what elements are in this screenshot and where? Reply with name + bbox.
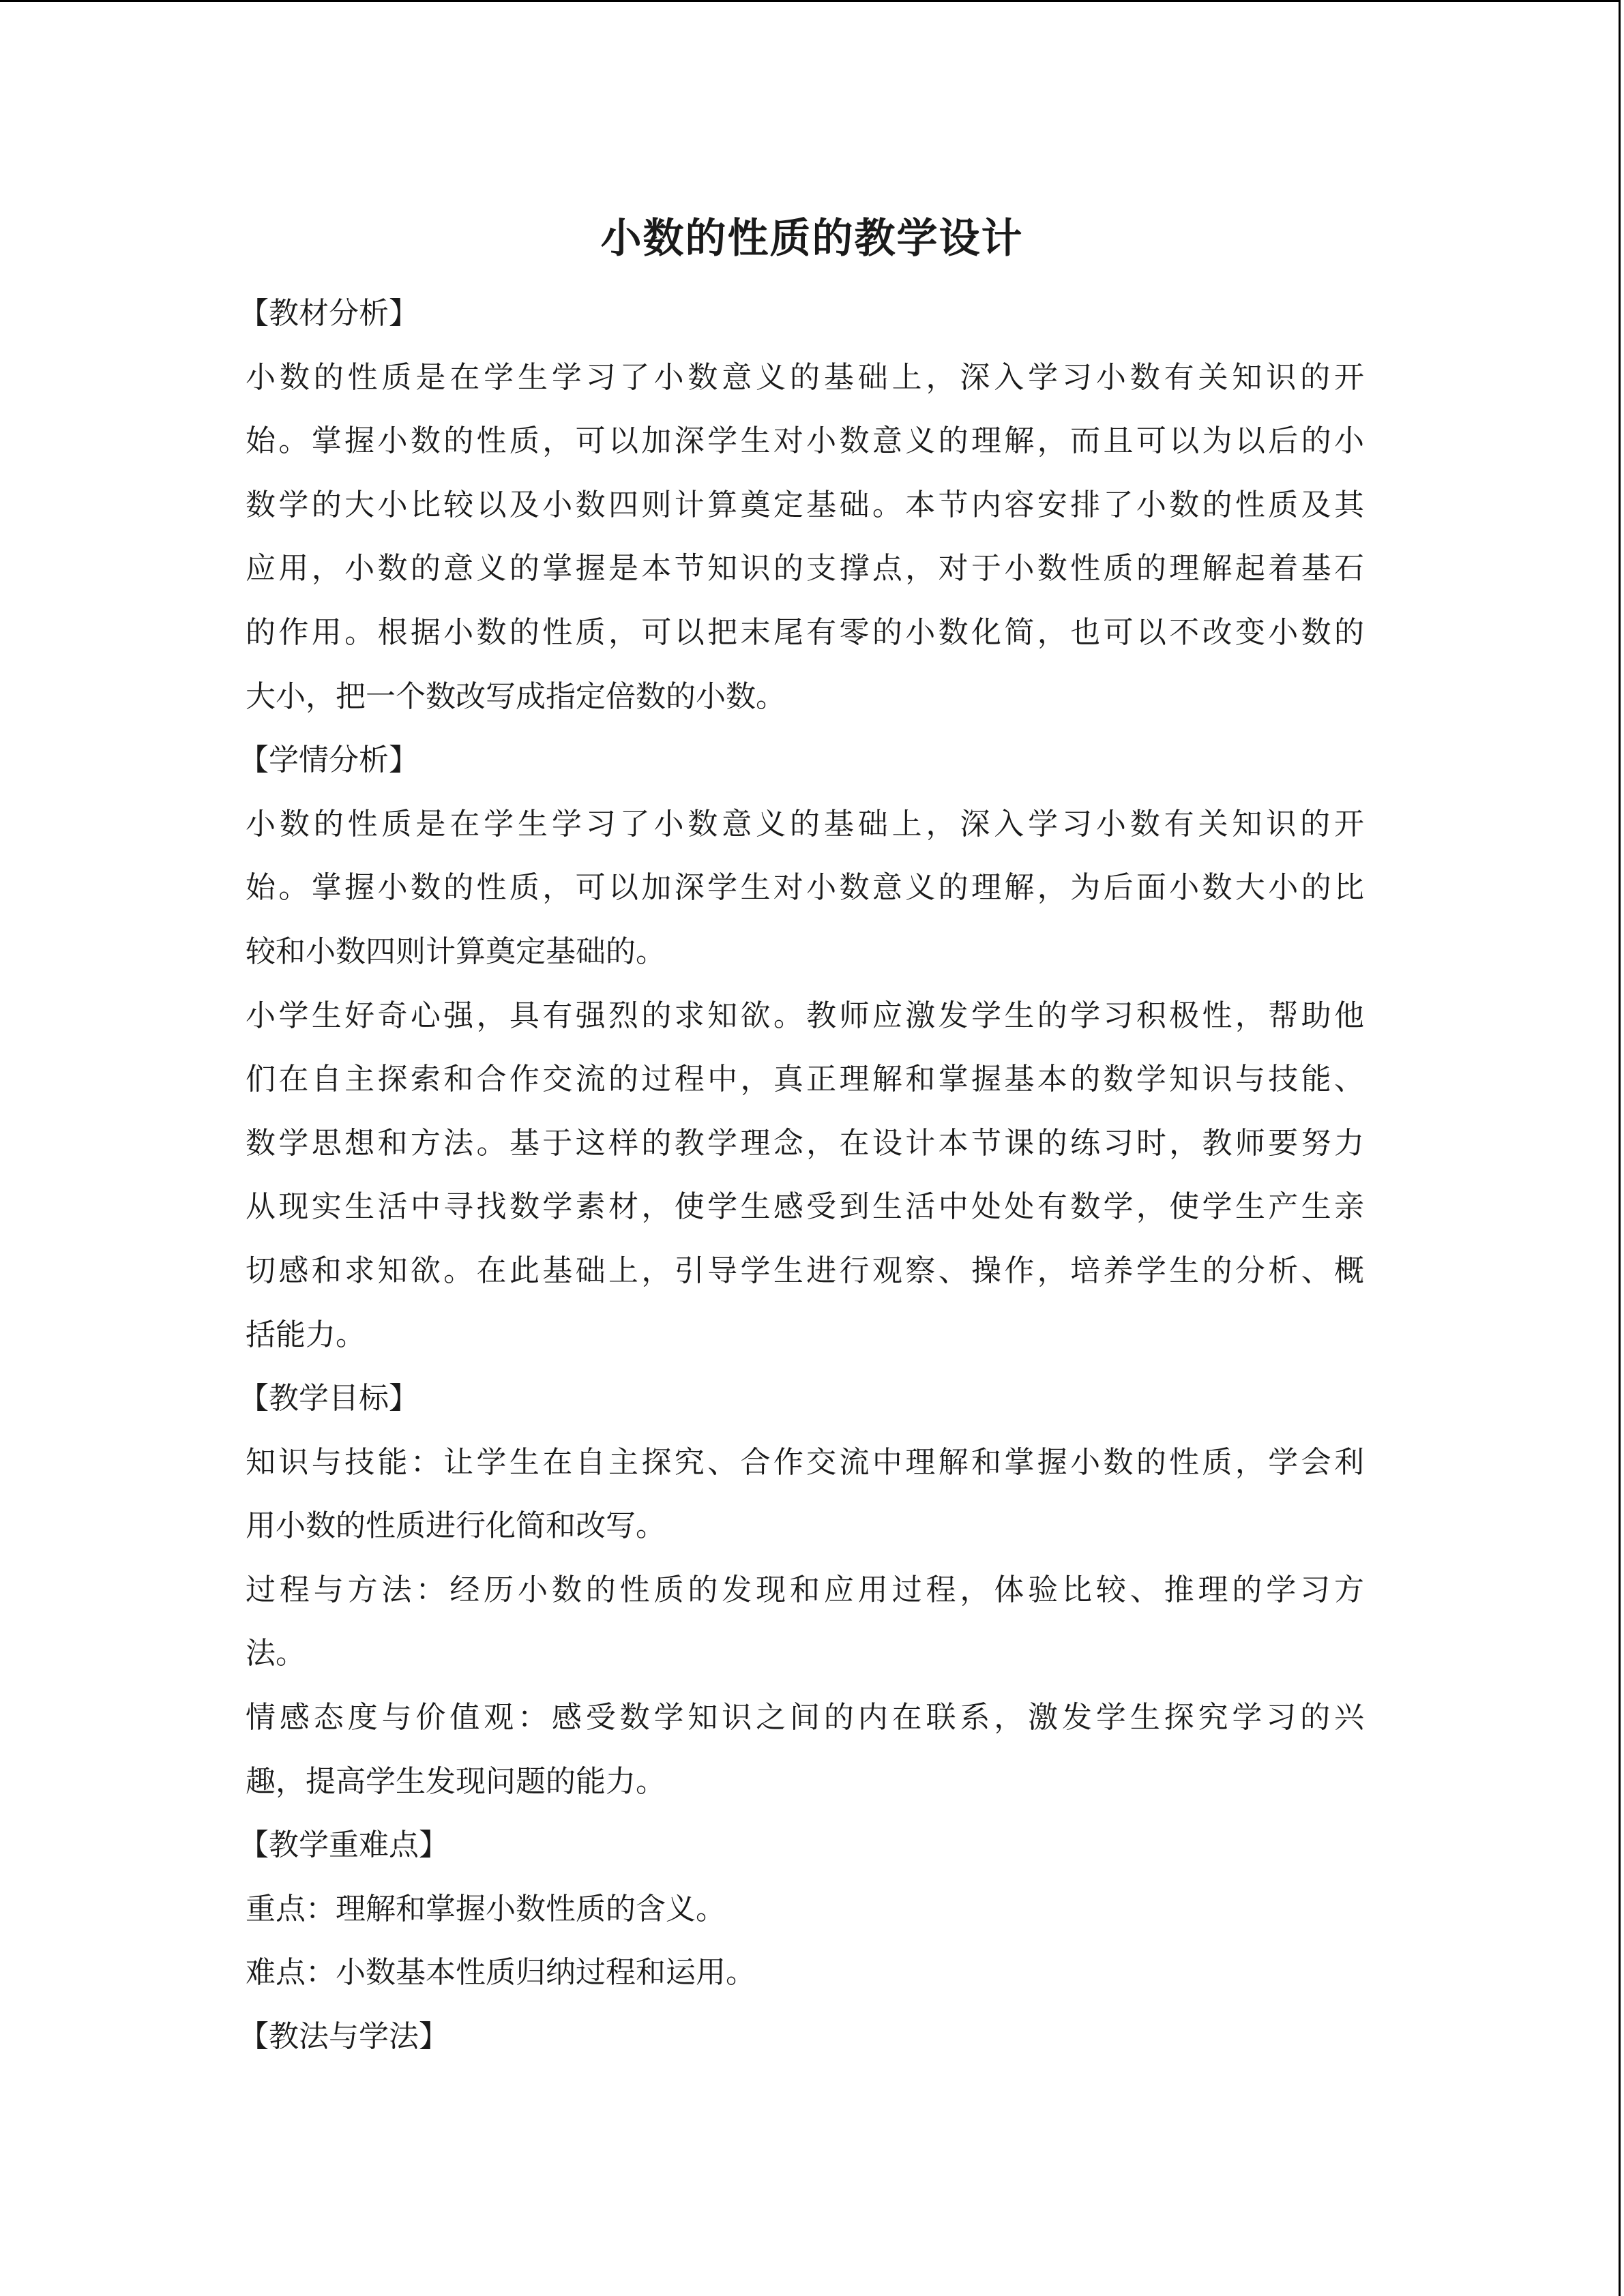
paragraph-line: 小学生好奇心强，具有强烈的求知欲。教师应激发学生的学习积极性，帮助他 xyxy=(246,998,1364,1033)
paragraph-line: 的作用。根据小数的性质，可以把末尾有零的小数化简，也可以不改变小数的 xyxy=(246,614,1364,650)
paragraph-line: 用小数的性质进行化简和改写。 xyxy=(246,1508,666,1544)
section-heading-student-analysis: 【学情分析】 xyxy=(239,743,419,778)
paragraph-line: 情感态度与价值观：感受数学知识之间的内在联系，激发学生探究学习的兴 xyxy=(246,1700,1364,1735)
paragraph-line: 法。 xyxy=(246,1636,306,1671)
paragraph-line: 数学的大小比较以及小数四则计算奠定基础。本节内容安排了小数的性质及其 xyxy=(246,487,1364,522)
paragraph-line: 始。掌握小数的性质，可以加深学生对小数意义的理解，为后面小数大小的比 xyxy=(246,870,1364,906)
paragraph-line: 重点：理解和掌握小数性质的含义。 xyxy=(246,1891,726,1926)
paragraph-line: 知识与技能：让学生在自主探究、合作交流中理解和掌握小数的性质，学会利 xyxy=(246,1444,1364,1480)
paragraph-line: 大小，把一个数改写成指定倍数的小数。 xyxy=(246,679,786,714)
paragraph-line: 从现实生活中寻找数学素材，使学生感受到生活中处处有数学，使学生产生亲 xyxy=(246,1189,1364,1225)
paragraph-line: 们在自主探索和合作交流的过程中，真正理解和掌握基本的数学知识与技能、 xyxy=(246,1062,1364,1097)
paragraph-line: 小数的性质是在学生学习了小数意义的基础上，深入学习小数有关知识的开 xyxy=(246,806,1364,841)
paragraph-line: 括能力。 xyxy=(246,1317,366,1352)
paragraph-line: 趣，提高学生发现问题的能力。 xyxy=(246,1763,666,1799)
section-heading-key-difficult-points: 【教学重难点】 xyxy=(239,1828,449,1863)
section-heading-teaching-learning-methods: 【教法与学法】 xyxy=(239,2019,449,2055)
paragraph-line: 数学思想和方法。基于这样的教学理念，在设计本节课的练习时，教师要努力 xyxy=(246,1125,1364,1161)
document-title: 小数的性质的教学设计 xyxy=(600,215,1024,263)
paragraph-line: 始。掌握小数的性质，可以加深学生对小数意义的理解，而且可以为以后的小 xyxy=(246,423,1364,459)
paragraph-line: 小数的性质是在学生学习了小数意义的基础上，深入学习小数有关知识的开 xyxy=(246,359,1364,395)
paragraph-line: 应用，小数的意义的掌握是本节知识的支撑点，对于小数性质的理解起着基石 xyxy=(246,551,1364,586)
paragraph-line: 过程与方法：经历小数的性质的发现和应用过程，体验比较、推理的学习方 xyxy=(246,1572,1364,1607)
paragraph-line: 难点：小数基本性质归纳过程和运用。 xyxy=(246,1955,756,1991)
paragraph-line: 切感和求知欲。在此基础上，引导学生进行观察、操作，培养学生的分析、概 xyxy=(246,1253,1364,1288)
document-body xyxy=(239,282,1364,2069)
section-heading-teaching-objectives: 【教学目标】 xyxy=(239,1381,419,1416)
section-heading-textbook-analysis: 【教材分析】 xyxy=(239,296,419,331)
paragraph-line: 较和小数四则计算奠定基础的。 xyxy=(246,934,666,969)
